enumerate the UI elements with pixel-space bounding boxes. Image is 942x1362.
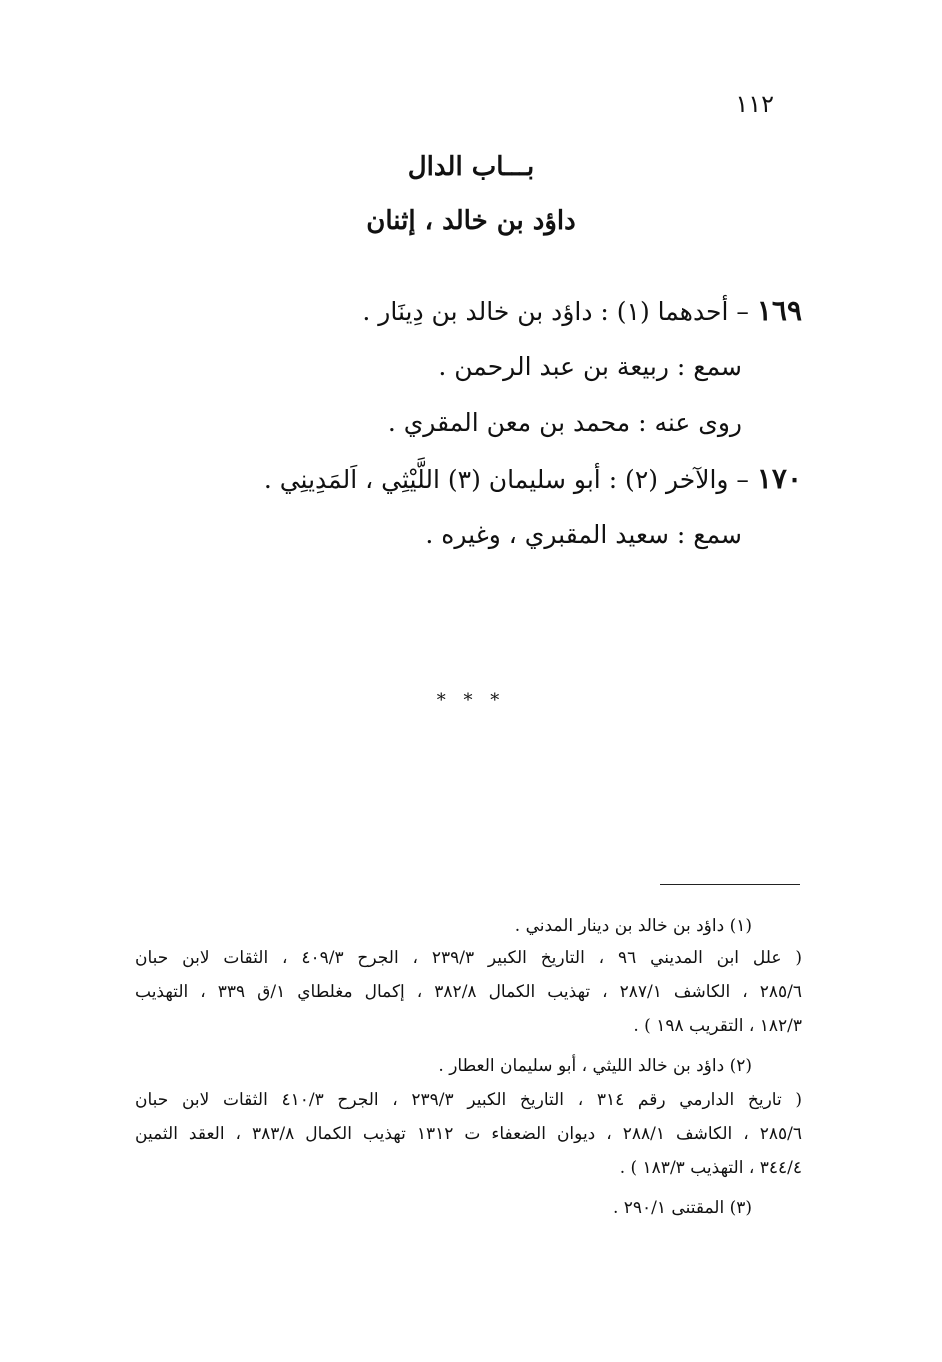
section-separator: * * * bbox=[436, 690, 506, 711]
entry-170 bbox=[264, 462, 802, 495]
entry-169 bbox=[362, 294, 802, 327]
footnote-2-line: ( تاريخ الدارمي رقم ٣١٤ ، التاريخ الكبير ٢٣٩/٣ ، الجرح ٤١٠/٣ الثقات لابن حبان bbox=[135, 1090, 802, 1110]
entry-text: – أحدهما (١) : داؤد بن خالد بن دِينَار . bbox=[362, 297, 749, 326]
footnote-3-head: (٣) المقتنى ٢٩٠/١ . bbox=[612, 1198, 752, 1218]
entry-text: – والآخر (٢) : أبو سليمان (٣) اللَّيْثِي ، اَلمَدِينِي . bbox=[263, 465, 749, 494]
footnote-1-line: ( علل ابن المديني ٩٦ ، التاريخ الكبير ٢٣٩/٣ ، الجرح ٤٠٩/٣ ، الثقات لابن حبان bbox=[135, 948, 802, 968]
entry-number: ١٧٠ bbox=[756, 462, 802, 495]
footnote-rule bbox=[660, 884, 800, 885]
footnote-2-line: ٢٨٥/٦ ، الكاشف ٢٨٨/١ ، ديوان الضعفاء ت ١٣١٢ تهذيب الكمال ٣٨٣/٨ ، العقد الثمين bbox=[135, 1124, 803, 1144]
entry-number: ١٦٩ bbox=[756, 294, 802, 327]
entry-169-heard: سمع : ربيعة بن عبد الرحمن . bbox=[438, 352, 742, 381]
entry-170-heard: سمع : سعيد المقبري ، وغيره . bbox=[425, 520, 742, 549]
footnote-1-line: ٢٨٥/٦ ، الكاشف ٢٨٧/١ ، تهذيب الكمال ٣٨٢/٨ ، إكمال مغلطاي ١/ق ٣٣٩ ، التهذيب bbox=[135, 982, 803, 1002]
footnote-2-head: (٢) داؤد بن خالد الليثي ، أبو سليمان العطار . bbox=[438, 1056, 752, 1076]
footnote-1-head: (١) داؤد بن خالد بن دينار المدني . bbox=[514, 916, 752, 936]
page-number: ١١٢ bbox=[735, 90, 774, 118]
entry-169-narrated: روى عنه : محمد بن معن المقري . bbox=[387, 408, 742, 437]
footnote-1-line: ١٨٢/٣ ، التقريب ١٩٨ ) . bbox=[633, 1016, 802, 1036]
footnote-2-line: ٣٤٤/٤ ، التهذيب ١٨٣/٣ ) . bbox=[619, 1158, 802, 1178]
section-heading: داؤد بن خالد ، إثنان bbox=[366, 206, 576, 236]
chapter-heading: بـــاب الدال bbox=[407, 152, 535, 182]
